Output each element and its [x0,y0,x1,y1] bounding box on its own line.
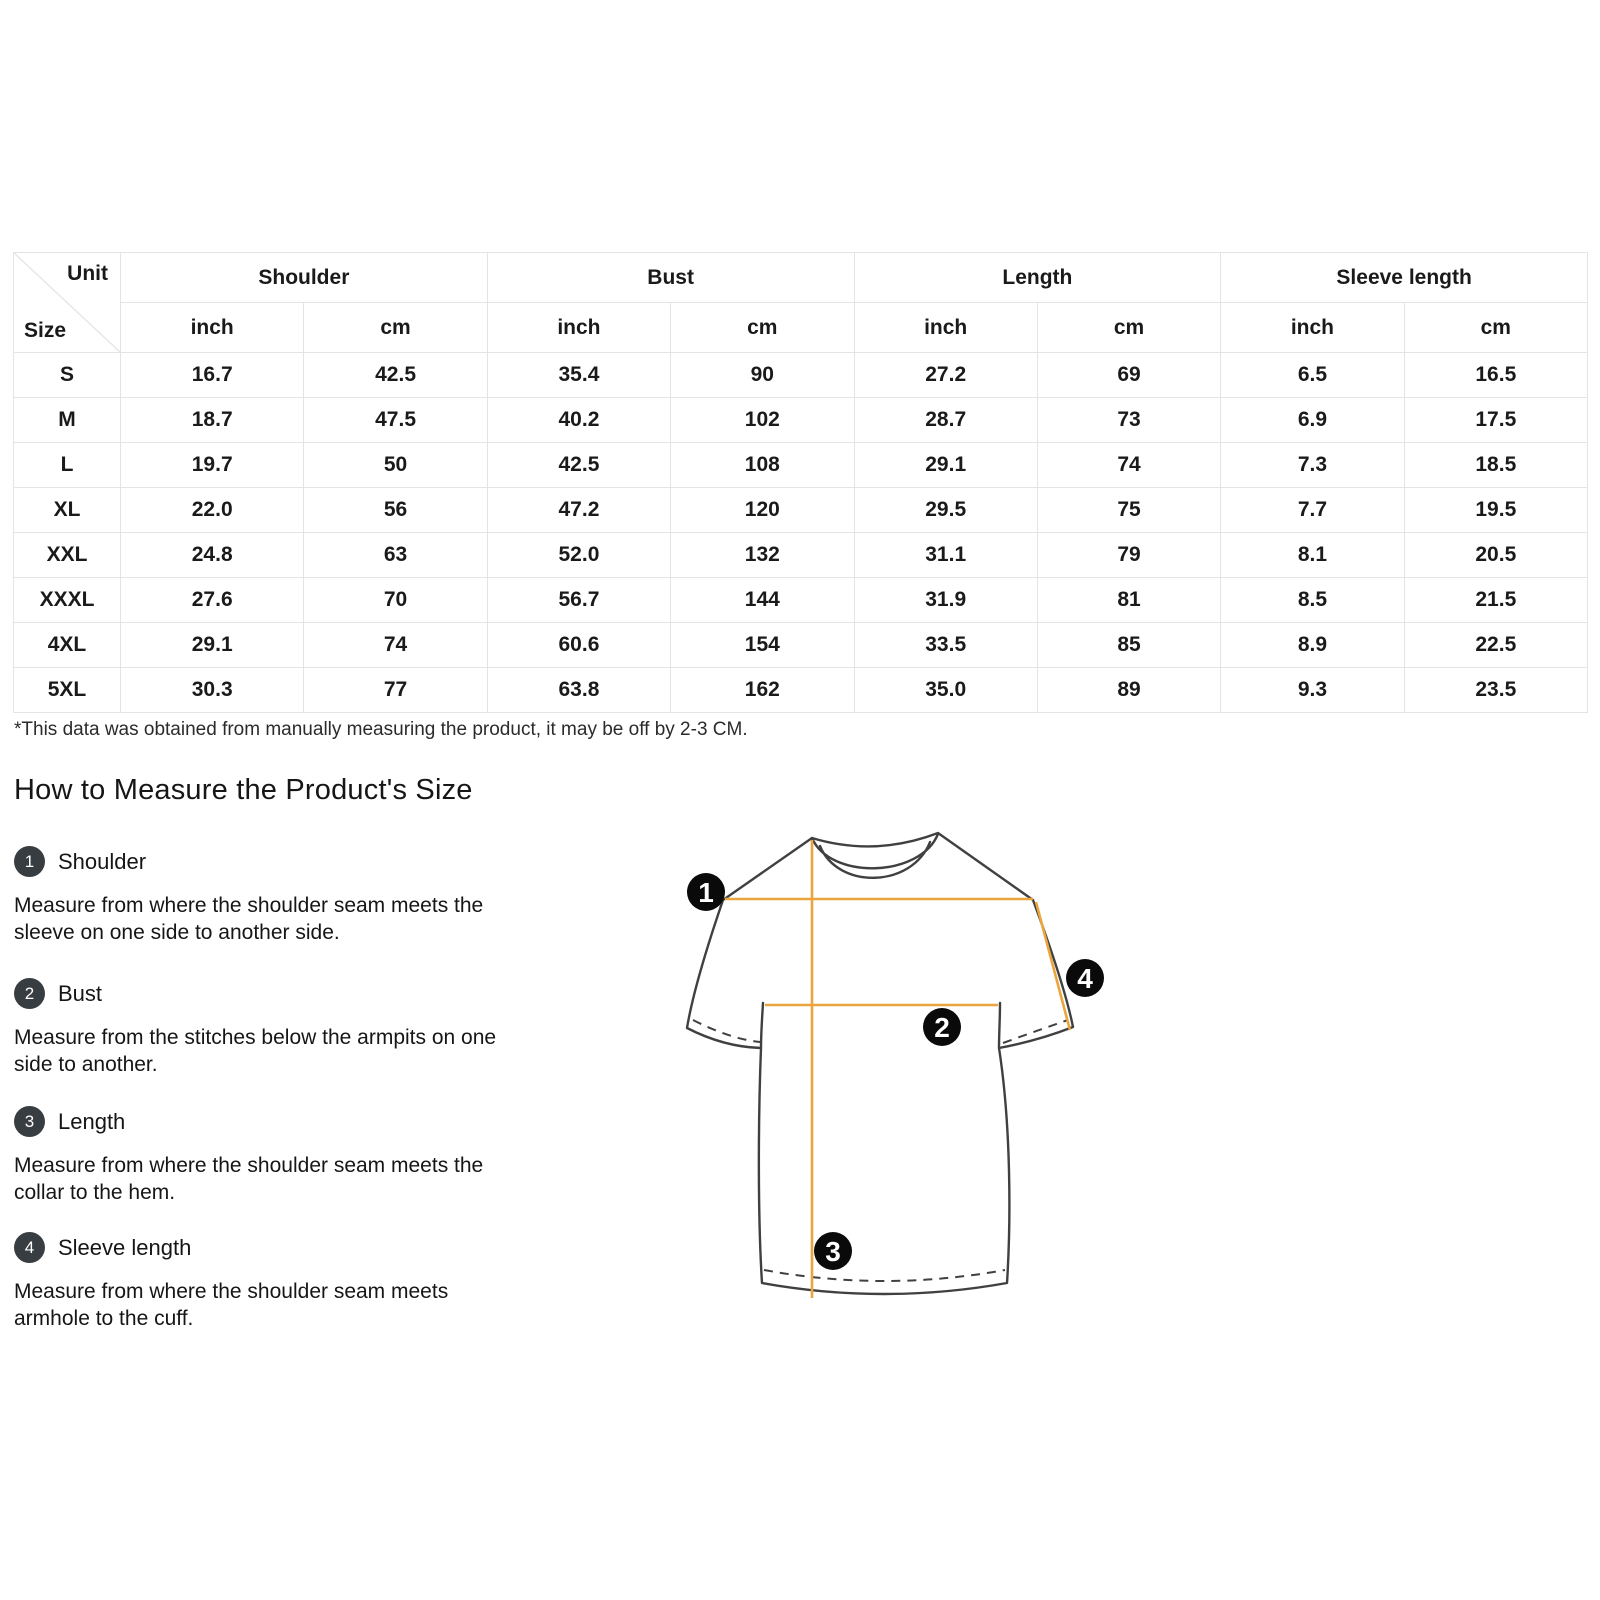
value-cell: 77 [304,668,487,713]
diagram-badge-1-number: 1 [698,877,714,908]
value-cell: 120 [671,488,854,533]
tshirt-measure-diagram [640,780,1340,1340]
step-number-badge: 1 [14,846,45,877]
value-cell: 6.9 [1221,398,1404,443]
group-header-length: Length [854,253,1221,303]
measure-step-length [14,1106,574,1206]
value-cell: 29.1 [854,443,1037,488]
value-cell: 162 [671,668,854,713]
value-cell: 89 [1037,668,1220,713]
step-description: Measure from where the shoulder seam meets the sleeve on one side to another side. [14,894,484,944]
table-row [14,578,1588,623]
value-cell: 154 [671,623,854,668]
value-cell: 74 [304,623,487,668]
table-row [14,443,1588,488]
tshirt-outline [687,833,1073,1294]
size-cell: L [14,443,121,488]
value-cell: 6.5 [1221,353,1404,398]
value-cell: 16.7 [121,353,304,398]
diagram-badge-4-number: 4 [1077,963,1093,994]
value-cell: 56.7 [487,578,670,623]
measure-step-sleeve-length [14,1232,574,1332]
table-row [14,533,1588,578]
table-row [14,623,1588,668]
table-row [14,398,1588,443]
value-cell: 27.6 [121,578,304,623]
group-header-shoulder: Shoulder [121,253,488,303]
step-number-badge: 2 [14,978,45,1009]
value-cell: 8.1 [1221,533,1404,578]
measurement-disclaimer: *This data was obtained from manually measuring the product, it may be off by 2-3 CM. [14,719,748,740]
section-title: How to Measure the Product's Size [14,774,473,806]
value-cell: 75 [1037,488,1220,533]
table-row [14,488,1588,533]
tshirt-body [687,833,1073,1294]
step-head [14,978,574,1009]
value-cell: 40.2 [487,398,670,443]
value-cell: 35.0 [854,668,1037,713]
step-head [14,846,574,877]
value-cell: 22.0 [121,488,304,533]
value-cell: 132 [671,533,854,578]
corner-size-label: Size [24,319,67,342]
value-cell: 29.5 [854,488,1037,533]
value-cell: 16.5 [1404,353,1587,398]
value-cell: 31.1 [854,533,1037,578]
value-cell: 56 [304,488,487,533]
unit-header: inch [854,303,1037,353]
value-cell: 79 [1037,533,1220,578]
value-cell: 81 [1037,578,1220,623]
value-cell: 52.0 [487,533,670,578]
measure-step-shoulder [14,846,574,946]
size-cell: 5XL [14,668,121,713]
corner-unit-label: Unit [67,262,108,285]
unit-header: inch [121,303,304,353]
value-cell: 60.6 [487,623,670,668]
size-cell: 4XL [14,623,121,668]
value-cell: 23.5 [1404,668,1587,713]
value-cell: 35.4 [487,353,670,398]
value-cell: 17.5 [1404,398,1587,443]
step-head [14,1106,574,1137]
value-cell: 63 [304,533,487,578]
unit-header: cm [1037,303,1220,353]
group-header-sleeve-length: Sleeve length [1221,253,1588,303]
table-row [14,668,1588,713]
value-cell: 50 [304,443,487,488]
size-cell: XXL [14,533,121,578]
value-cell: 33.5 [854,623,1037,668]
value-cell: 30.3 [121,668,304,713]
value-cell: 108 [671,443,854,488]
value-cell: 144 [671,578,854,623]
step-description: Measure from where the shoulder seam meets the collar to the hem. [14,1154,484,1204]
value-cell: 9.3 [1221,668,1404,713]
value-cell: 27.2 [854,353,1037,398]
diagram-badge-3-number: 3 [825,1236,841,1267]
value-cell: 73 [1037,398,1220,443]
value-cell: 42.5 [487,443,670,488]
value-cell: 22.5 [1404,623,1587,668]
value-cell: 85 [1037,623,1220,668]
value-cell: 90 [671,353,854,398]
step-label: Sleeve length [58,1234,192,1260]
step-number-badge: 4 [14,1232,45,1263]
group-header-bust: Bust [487,253,854,303]
value-cell: 47.2 [487,488,670,533]
step-label: Shoulder [58,848,147,874]
size-cell: XXXL [14,578,121,623]
value-cell: 7.3 [1221,443,1404,488]
size-cell: S [14,353,121,398]
size-cell: XL [14,488,121,533]
value-cell: 18.7 [121,398,304,443]
value-cell: 102 [671,398,854,443]
right-side-seam [999,1003,1000,1048]
size-cell: M [14,398,121,443]
value-cell: 63.8 [487,668,670,713]
unit-header: inch [487,303,670,353]
step-number-badge: 3 [14,1106,45,1137]
diagram-badge-2-number: 2 [934,1012,950,1043]
value-cell: 70 [304,578,487,623]
value-cell: 21.5 [1404,578,1587,623]
value-cell: 31.9 [854,578,1037,623]
value-cell: 42.5 [304,353,487,398]
unit-header: cm [1404,303,1587,353]
value-cell: 47.5 [304,398,487,443]
corner-cell [14,253,121,353]
step-description: Measure from where the shoulder seam meets armhole to the cuff. [14,1280,449,1330]
step-head [14,1232,574,1263]
value-cell: 28.7 [854,398,1037,443]
measure-step-bust [14,978,574,1078]
unit-header: cm [671,303,854,353]
value-cell: 7.7 [1221,488,1404,533]
value-cell: 20.5 [1404,533,1587,578]
unit-header: inch [1221,303,1404,353]
value-cell: 8.9 [1221,623,1404,668]
value-cell: 29.1 [121,623,304,668]
table-row [14,353,1588,398]
value-cell: 24.8 [121,533,304,578]
value-cell: 74 [1037,443,1220,488]
size-table [13,252,1588,713]
step-label: Length [58,1108,126,1134]
value-cell: 8.5 [1221,578,1404,623]
step-label: Bust [58,980,103,1006]
value-cell: 19.7 [121,443,304,488]
value-cell: 18.5 [1404,443,1587,488]
value-cell: 19.5 [1404,488,1587,533]
value-cell: 69 [1037,353,1220,398]
step-description: Measure from the stitches below the armpits on one side to another. [14,1026,497,1076]
unit-header: cm [304,303,487,353]
